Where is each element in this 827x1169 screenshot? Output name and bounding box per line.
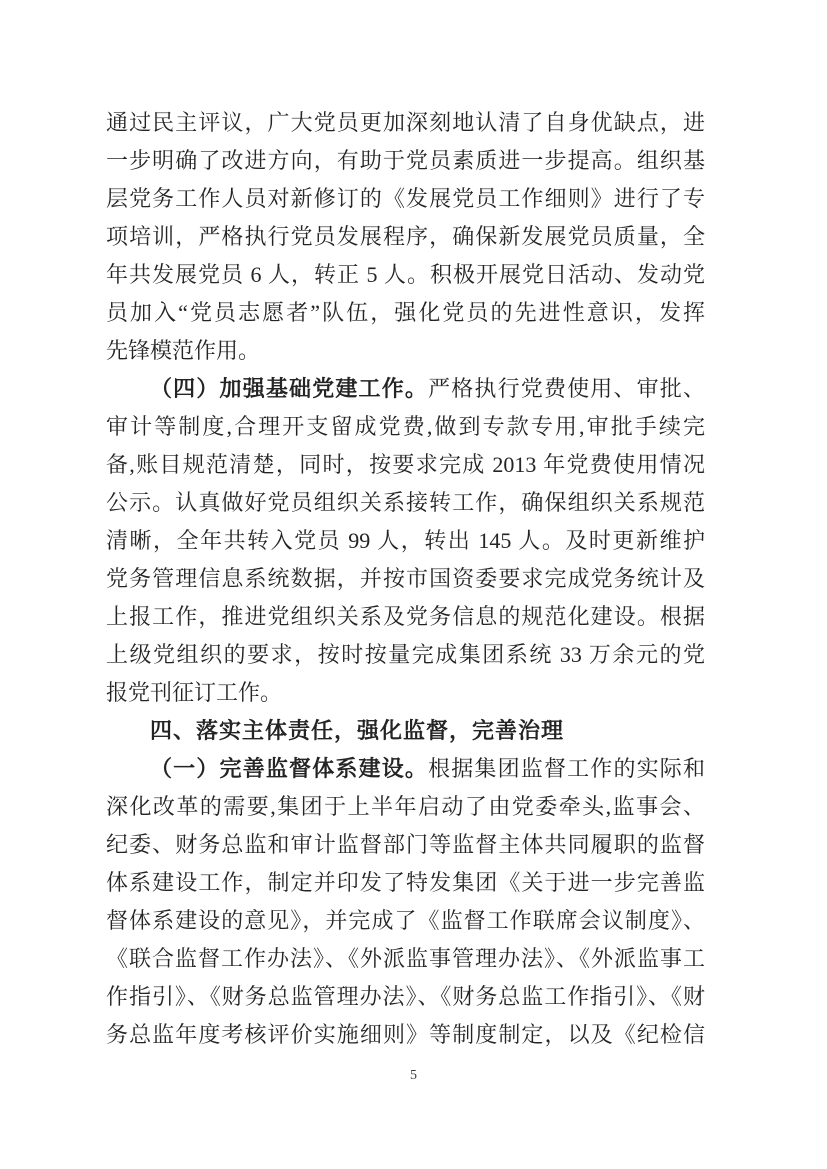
text-line — [106, 674, 705, 712]
text-line — [106, 864, 705, 902]
text-line — [106, 522, 705, 560]
document-text-block — [106, 104, 705, 1054]
text-run: 上级党组织的要求，按时按量完成集团系统 33 万余元的党 — [106, 642, 705, 667]
text-line — [106, 294, 705, 332]
text-run: 年共发展党员 6 人，转正 5 人。积极开展党日活动、发动党 — [106, 262, 705, 287]
text-run: 项培训，严格执行党员发展程序，确保新发展党员质量，全 — [106, 224, 705, 249]
text-line — [106, 370, 705, 408]
text-line — [106, 750, 705, 788]
text-line — [106, 1016, 705, 1054]
text-line — [106, 180, 705, 218]
text-line — [106, 902, 705, 940]
section-heading — [106, 712, 705, 750]
text-run: 纪委、财务总监和审计监督部门等监督主体共同履职的监督 — [106, 832, 705, 857]
text-run: 严格执行党费使用、审批、 — [428, 376, 705, 401]
text-run: 报党刊征订工作。 — [106, 680, 283, 705]
text-run: 通过民主评议，广大党员更加深刻地认清了自身优缺点，进 — [106, 110, 705, 135]
text-line — [106, 598, 705, 636]
text-line — [106, 408, 705, 446]
text-line — [106, 256, 705, 294]
text-run: 体系建设工作，制定并印发了特发集团《关于进一步完善监 — [106, 870, 705, 895]
text-run: 深化改革的需要,集团于上半年启动了由党委牵头,监事会、 — [106, 794, 705, 819]
text-line — [106, 636, 705, 674]
text-run: 员加入“党员志愿者”队伍，强化党员的先进性意识，发挥 — [106, 300, 705, 325]
page-footer — [0, 1066, 827, 1084]
text-run: 先锋模范作用。 — [106, 338, 261, 363]
text-run: 审计等制度,合理开支留成党费,做到专款专用,审批手续完 — [106, 414, 705, 439]
text-run: 清晰，全年共转入党员 99 人，转出 145 人。及时更新维护 — [106, 528, 705, 553]
text-line — [106, 142, 705, 180]
text-line — [106, 446, 705, 484]
text-line — [106, 484, 705, 522]
text-run: 务总监年度考核评价实施细则》等制度制定，以及《纪检信 — [106, 1022, 705, 1047]
bold-text-run: 四、落实主体责任，强化监督，完善治理 — [150, 718, 565, 743]
text-line — [106, 560, 705, 598]
text-run: 上报工作，推进党组织关系及党务信息的规范化建设。根据 — [106, 604, 705, 629]
text-run: 督体系建设的意见》，并完成了《监督工作联席会议制度》、 — [106, 908, 705, 933]
bold-text-run: （四）加强基础党建工作。 — [150, 376, 429, 401]
text-run: 党务管理信息系统数据，并按市国资委要求完成党务统计及 — [106, 566, 705, 591]
text-line — [106, 104, 705, 142]
text-run: 层党务工作人员对新修订的《发展党员工作细则》进行了专 — [106, 186, 705, 211]
text-run: 备,账目规范清楚，同时，按要求完成 2013 年党费使用情况 — [106, 452, 705, 477]
text-line — [106, 826, 705, 864]
text-run: 公示。认真做好党员组织关系接转工作，确保组织关系规范 — [106, 490, 705, 515]
text-line — [106, 978, 705, 1016]
bold-text-run: （一）完善监督体系建设。 — [150, 756, 429, 781]
text-run: 《联合监督工作办法》、《外派监事管理办法》、《外派监事工 — [106, 946, 705, 971]
text-run: 根据集团监督工作的实际和 — [428, 756, 705, 781]
text-run: 一步明确了改进方向，有助于党员素质进一步提高。组织基 — [106, 148, 705, 173]
text-run: 作指引》、《财务总监管理办法》、《财务总监工作指引》、《财 — [106, 984, 705, 1009]
text-line — [106, 218, 705, 256]
text-line — [106, 940, 705, 978]
text-line — [106, 332, 705, 370]
page-number: 5 — [410, 1068, 417, 1083]
text-line — [106, 788, 705, 826]
